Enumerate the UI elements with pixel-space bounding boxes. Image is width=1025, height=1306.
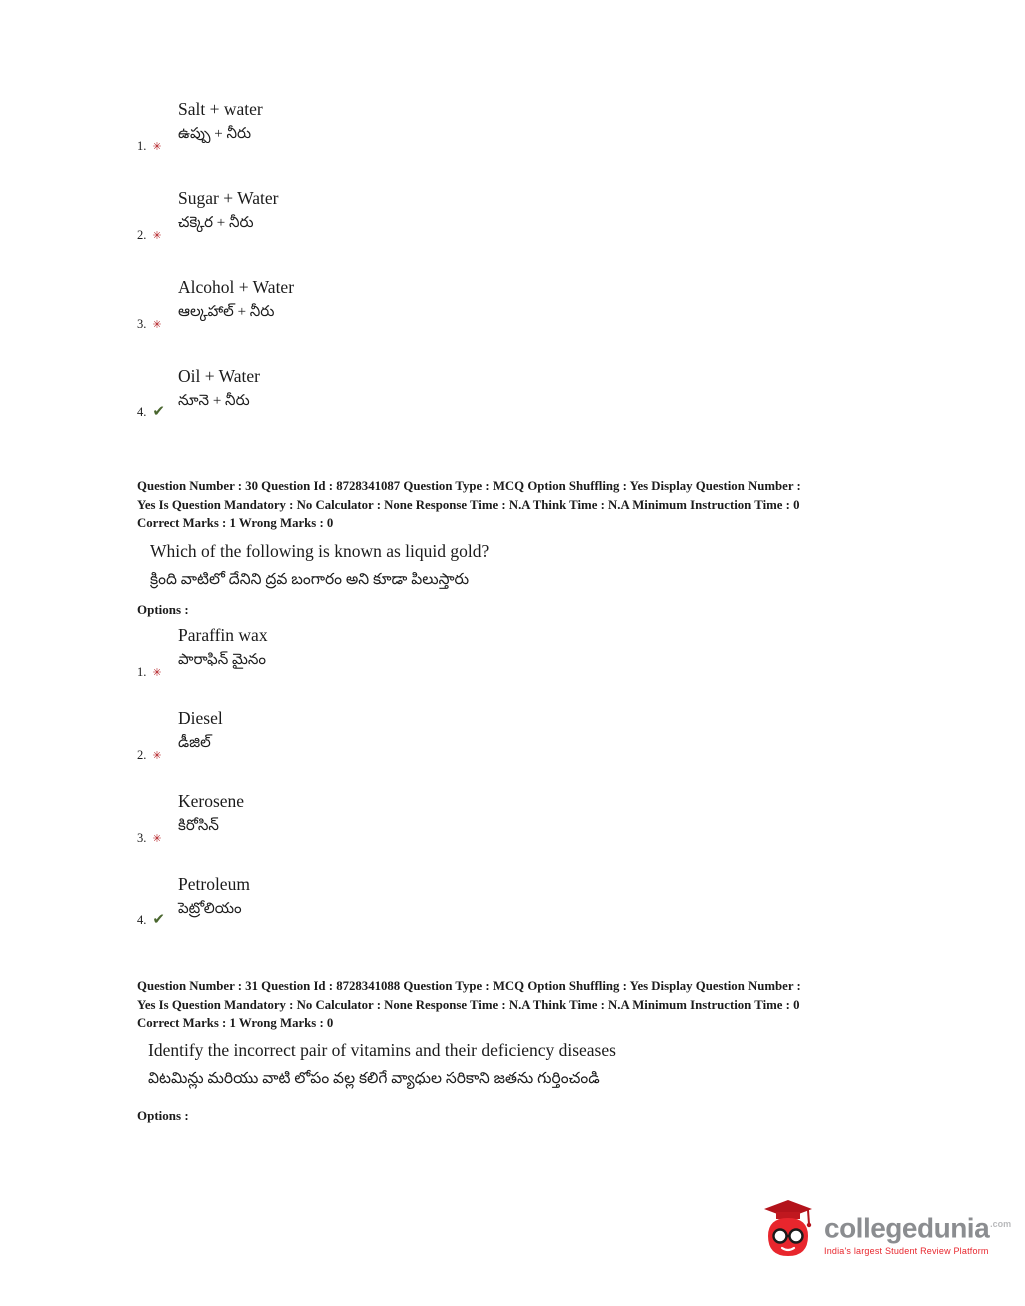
meta-line: Correct Marks : 1 Wrong Marks : 0 [137,1016,334,1031]
collegedunia-mascot-icon [762,1198,814,1267]
option-text-te: డీజిల్ [178,735,211,751]
option-3-marker [137,831,178,846]
question-31-text [148,1037,616,1093]
option-text-te: కిరోసిన్ [178,818,219,834]
question-30-options [137,622,268,954]
logo-text-block [824,1209,1011,1255]
option-text [178,274,294,325]
option-1 [137,96,294,153]
wrong-answer-icon: ✳ [152,141,162,153]
option-text-en: Kerosene [178,791,245,811]
wrong-answer-icon: ✳ [152,230,162,242]
question-30-metadata [137,477,801,533]
option-3 [137,788,268,845]
logo-tagline: India's largest Student Review Platform [824,1245,989,1256]
wrong-answer-icon: ✳ [152,319,162,331]
option-text [178,788,244,839]
option-text-te: ఆల్కహాల్ + నీరు [178,304,275,320]
meta-line: Yes Is Question Mandatory : No Calculator : None Response Time : N.A Think Time : N.A Minimum Instruction Time : 0 [137,997,800,1012]
option-3 [137,274,295,331]
question-text-te: విటమిన్లు మరియు వాటి లోపం వల్ల కలిగే వ్యాధుల సరికాని జతను గుర్తించండి [148,1070,600,1087]
correct-answer-icon: ✔ [152,404,165,420]
wrong-answer-icon: ✳ [152,833,162,845]
option-text [178,363,260,414]
option-4-marker [137,402,178,421]
option-text-en: Paraffin wax [178,625,268,645]
option-1 [137,622,268,679]
option-1-marker [137,665,178,680]
option-4 [137,363,294,420]
option-number: 1. [137,139,147,153]
option-number: 2. [137,748,147,762]
option-text-en: Sugar + Water [178,188,279,208]
option-number: 4. [137,405,147,419]
option-text-en: Diesel [178,708,223,728]
logo-domain-suffix: .com [990,1219,1012,1230]
option-text-te: నూనె + నీరు [178,393,250,409]
option-text-te: ఉప్పు + నీరు [178,126,252,142]
meta-line: Correct Marks : 1 Wrong Marks : 0 [137,516,334,531]
logo-wordmark: collegedunia [824,1212,990,1244]
question-30-options-label: Options : [137,602,189,617]
option-text-te: పారాఫిన్ మైనం [178,652,267,668]
option-text-en: Salt + water [178,99,263,119]
option-1-marker [137,139,178,154]
option-4-marker [137,910,178,929]
collegedunia-logo [762,1198,1011,1267]
option-2 [137,705,268,762]
option-number: 4. [137,913,147,927]
correct-answer-icon: ✔ [152,912,165,928]
option-3-marker [137,317,178,332]
question-text-en: Identify the incorrect pair of vitamins and their deficiency diseases [148,1040,616,1060]
option-text [178,96,263,147]
question-text-te: క్రింది వాటిలో దేనిని ద్రవ బంగారం అని కూడా పిలుస్తారు [150,571,470,588]
option-text-te: చక్కెర + నీరు [178,215,254,231]
meta-line: Question Number : 31 Question Id : 8728341088 Question Type : MCQ Option Shuffling : Yes Display Question Number : [137,979,801,993]
meta-line: Yes Is Question Mandatory : No Calculator : None Response Time : N.A Think Time : N.A Minimum Instruction Time : 0 [137,497,800,512]
wrong-answer-icon: ✳ [152,667,162,679]
option-text-en: Alcohol + Water [178,277,295,297]
option-4 [137,871,268,928]
question-31-metadata [137,977,801,1033]
option-number: 2. [137,228,147,242]
question-text-en: Which of the following is known as liquid gold? [150,541,490,561]
option-text-en: Oil + Water [178,366,261,386]
option-number: 3. [137,831,147,845]
option-text-en: Petroleum [178,874,250,894]
logo-wordmark-row [824,1209,1011,1243]
option-text [178,705,223,756]
question-31-options-label: Options : [137,1108,189,1123]
previous-question-options [137,96,294,452]
option-number: 1. [137,665,147,679]
option-text [178,185,278,236]
option-number: 3. [137,317,147,331]
question-30-text [150,538,489,594]
option-text-te: పెట్రోలియం [178,901,242,917]
option-2-marker [137,228,178,243]
option-2-marker [137,748,178,763]
meta-line: Question Number : 30 Question Id : 8728341087 Question Type : MCQ Option Shuffling : Yes Display Question Number : [137,479,801,493]
option-2 [137,185,294,242]
option-text [178,622,268,673]
wrong-answer-icon: ✳ [152,750,162,762]
option-text [178,871,250,922]
